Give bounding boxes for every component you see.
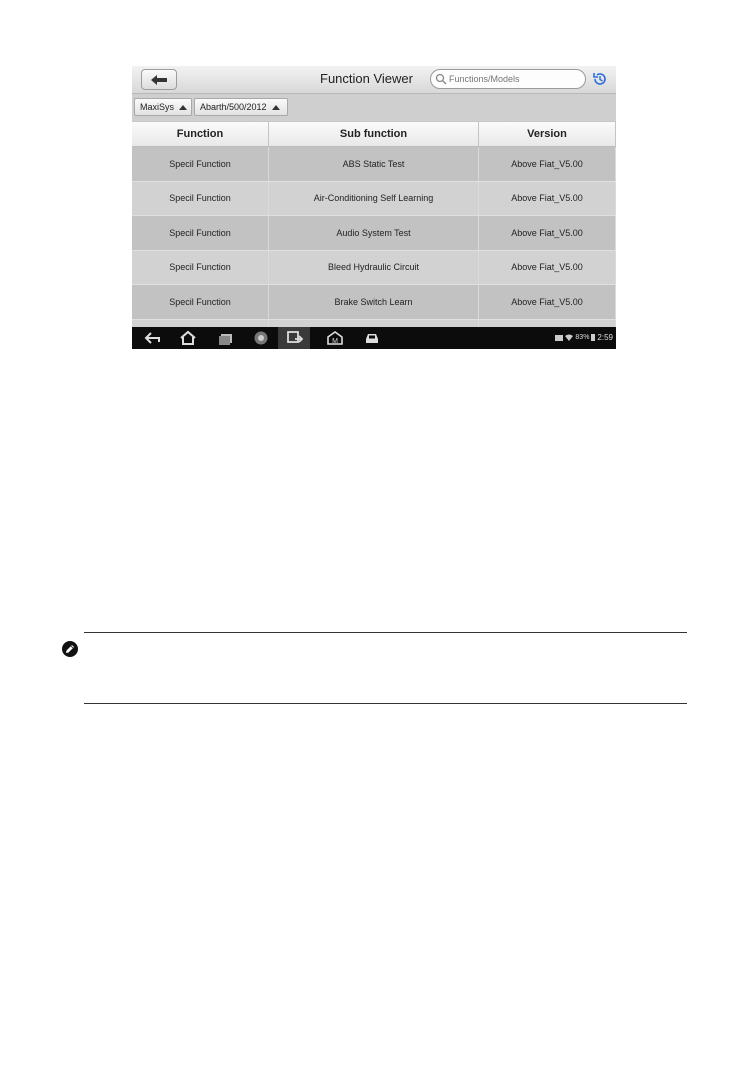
cell-sub-function: Audio System Test bbox=[269, 216, 479, 250]
cell-sub-function: Air-Conditioning Self Learning bbox=[269, 182, 479, 216]
brand-dropdown-label: MaxiSys bbox=[140, 102, 175, 112]
function-table bbox=[132, 122, 616, 349]
header-version[interactable]: Version bbox=[479, 122, 616, 146]
back-button[interactable] bbox=[141, 69, 177, 90]
model-dropdown[interactable] bbox=[194, 98, 288, 116]
triangle-up-icon bbox=[179, 105, 187, 110]
cell-function: Specil Function bbox=[132, 251, 269, 285]
header-function[interactable]: Function bbox=[132, 122, 269, 146]
search-input[interactable] bbox=[449, 74, 577, 84]
maxisys-home-icon[interactable] bbox=[326, 330, 344, 346]
tablet-screen bbox=[132, 66, 616, 349]
car-icon[interactable] bbox=[363, 330, 381, 346]
pencil-icon bbox=[61, 640, 79, 658]
home-icon[interactable] bbox=[179, 330, 197, 346]
table-header bbox=[132, 122, 616, 147]
battery-icon bbox=[591, 334, 595, 341]
title-bar bbox=[132, 66, 616, 94]
header-sub-function[interactable]: Sub function bbox=[269, 122, 479, 146]
triangle-up-icon bbox=[272, 105, 280, 110]
status-area bbox=[555, 333, 613, 342]
cell-function: Specil Function bbox=[132, 216, 269, 250]
search-box[interactable] bbox=[430, 69, 586, 89]
cell-version: Above Fiat_V5.00 bbox=[479, 182, 616, 216]
cell-sub-function: Brake Switch Learn bbox=[269, 285, 479, 319]
table-row[interactable] bbox=[132, 182, 616, 217]
note-top-rule bbox=[84, 632, 687, 633]
wifi-icon bbox=[565, 334, 573, 341]
cell-function: Specil Function bbox=[132, 147, 269, 181]
message-icon bbox=[555, 335, 563, 341]
table-row[interactable] bbox=[132, 251, 616, 286]
search-icon bbox=[435, 73, 447, 85]
screenshot-icon[interactable] bbox=[286, 330, 304, 346]
cell-function: Specil Function bbox=[132, 182, 269, 216]
table-row[interactable] bbox=[132, 147, 616, 182]
history-icon[interactable] bbox=[592, 71, 608, 87]
system-nav-bar bbox=[132, 327, 616, 349]
browser-icon[interactable] bbox=[253, 330, 269, 346]
cell-version: Above Fiat_V5.00 bbox=[479, 251, 616, 285]
nav-back-icon[interactable] bbox=[144, 330, 162, 346]
recents-icon[interactable] bbox=[217, 330, 235, 346]
back-arrow-icon bbox=[149, 74, 169, 86]
table-row[interactable] bbox=[132, 285, 616, 320]
svg-text:M: M bbox=[332, 338, 338, 345]
clock: 2:59 bbox=[597, 333, 613, 342]
cell-sub-function: Bleed Hydraulic Circuit bbox=[269, 251, 479, 285]
brand-dropdown[interactable] bbox=[134, 98, 192, 116]
cell-version: Above Fiat_V5.00 bbox=[479, 285, 616, 319]
cell-sub-function: ABS Static Test bbox=[269, 147, 479, 181]
cell-function: Specil Function bbox=[132, 285, 269, 319]
filter-bar bbox=[132, 94, 616, 121]
table-row[interactable] bbox=[132, 216, 616, 251]
cell-version: Above Fiat_V5.00 bbox=[479, 216, 616, 250]
model-dropdown-label: Abarth/500/2012 bbox=[200, 102, 267, 112]
cell-version: Above Fiat_V5.00 bbox=[479, 147, 616, 181]
page-title: Function Viewer bbox=[320, 71, 413, 86]
note-bottom-rule bbox=[84, 703, 687, 704]
battery-percent: 83% bbox=[575, 334, 590, 341]
